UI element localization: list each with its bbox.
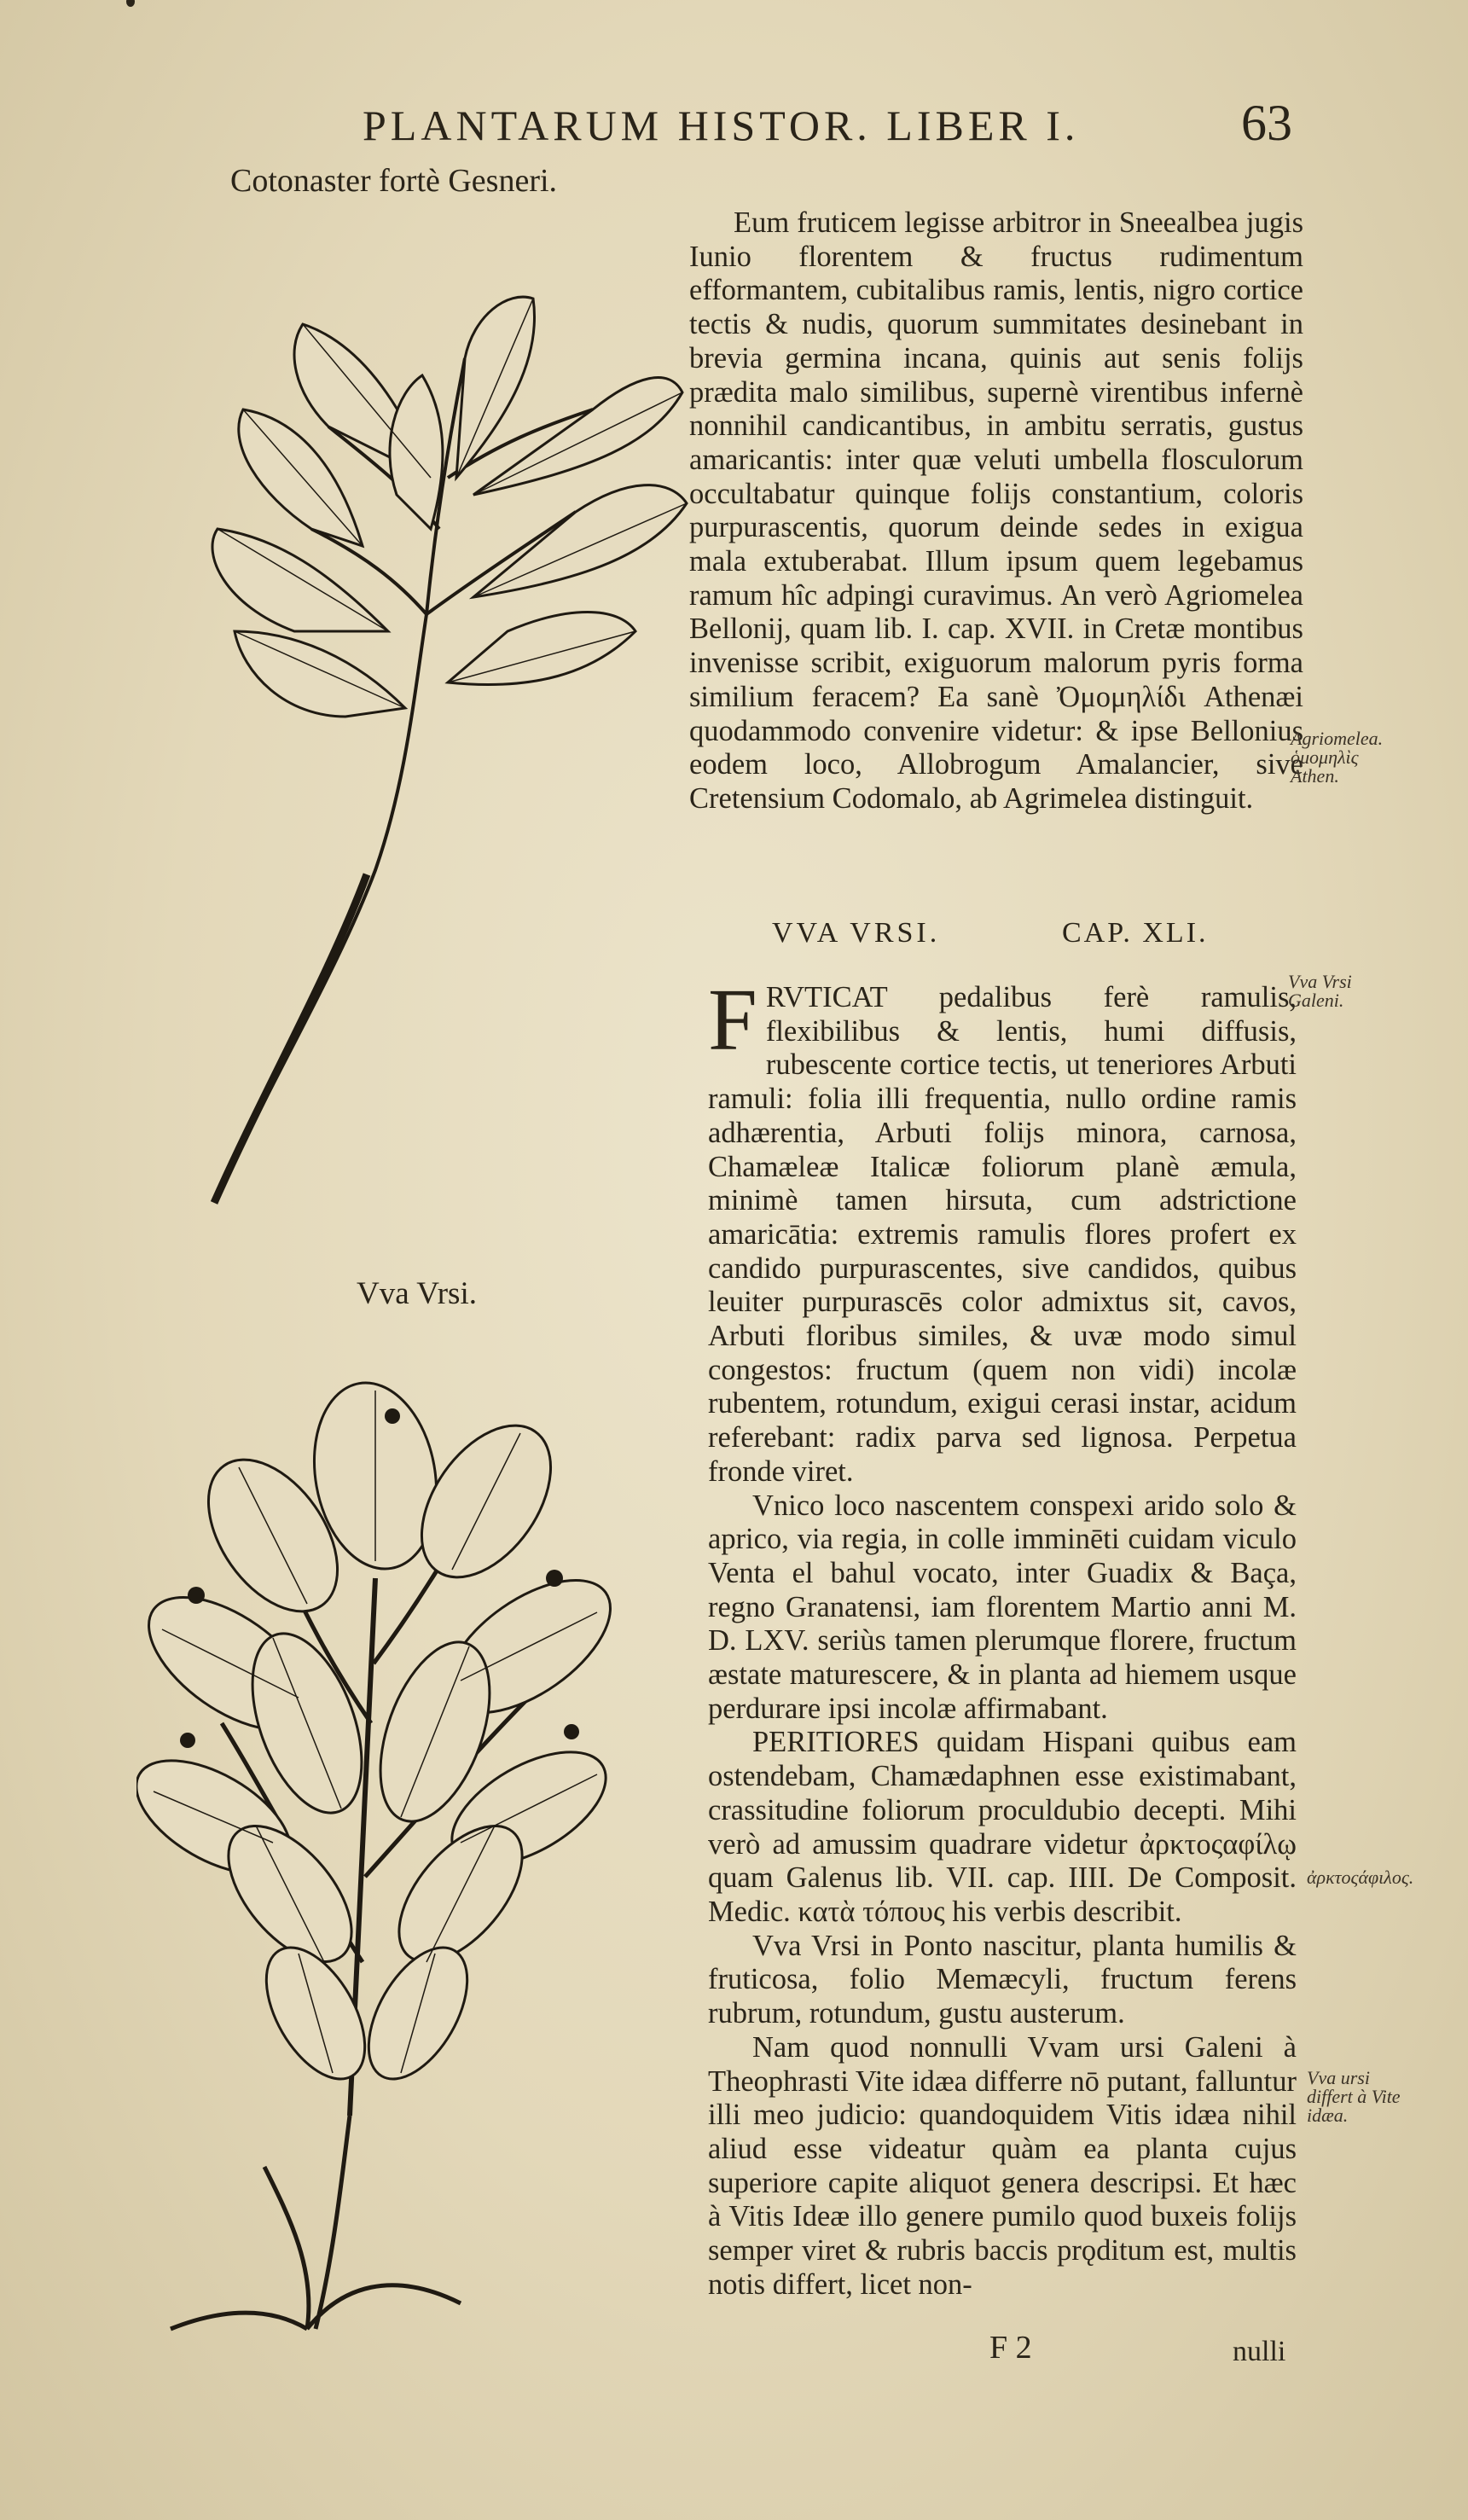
figure2-caption: Vva Vrsi. <box>357 1276 477 1311</box>
section2-paragraph: Vva Vrsi in Ponto nascitur, planta humilis & fruticosa, folio Memæcyli, fructum ferens rubrum, rotundum, gustu austerum. <box>708 1929 1297 2030</box>
catchword: nulli <box>1233 2336 1286 2367</box>
section2-paragraph: RVTICAT pedalibus ferè ramulis, flexibilibus & lentis, humi diffusis, rubescente cortice tectis, ut teneriores Arbuti ramuli: folia illi frequentia, nullo ordine ramis adhærentia, Arbuti folijs minora, carnosa, Chamæleæ Italicæ foliorum planè æmula, minimè tamen hirsuta, cum adstrictione amaricātia: extremis ramulis flores profert ex candido purpurascentes, sive candidos, quibus leuiter purpurascēs color admixtus sit, cavos, Arbuti floribus similes, & uvæ modo simul congestos: fructum (quem non vidi) incolæ rubentem, rotundum, exigui cerasi instar, acidum referebant: radix parva sed lignosa. Perpetua fronde viret. <box>708 981 1297 1488</box>
margin-note-vva-differt: Vva ursi differt à Vite idæa. <box>1307 2067 1401 2126</box>
section2-paragraph: PERITIORES quidam Hispani quibus eam ostendebam, Chamædaphnen esse existimabant, crassitudine foliorum proculdubio decepti. Mihi verò ad amussim quadrare videtur ἀρκτοςαφίλῳ quam Galenus lib. VII. cap. IIII. De Composit. Medic. κατὰ τόπους his verbis describit. <box>708 1726 1297 1928</box>
ink-mark <box>126 0 135 7</box>
page-header <box>363 95 1292 160</box>
drop-cap: F <box>708 971 757 1069</box>
margin-note-vva-galeni: Vva Vrsi Galeni. <box>1288 971 1352 1011</box>
margin-note-agriomelea: Agriomelea. ὁμομηλὶς Athen. <box>1291 728 1384 787</box>
section2-paragraph: Nam quod nonnulli Vvam ursi Galeni à Theophrasti Vite idæa differre nō putant, falluntur illi meo judicio: quandoquidem Vitis idæa nihil aliud esse videatur quàm ea planta cujus superiore capite aliquot genera descripsi. Et hæc à Vitis Ideæ illo genere pumilo quod buxeis folijs semper viret & rubris baccis prǫditum est, multis notis differt, licet non- <box>708 2030 1297 2301</box>
uva-ursi-woodcut <box>136 1365 631 2346</box>
section2-chapter: CAP. XLI. <box>1062 917 1209 949</box>
section1-paragraph: Eum fruticem legisse arbitror in Sneealbea jugis Iunio florentem & fructus rudimentum efformantem, cubitalibus ramis, lentis, nigro cortice tectis & nudis, quorum summitates desinebant in brevia germina incana, quinis aut senis folijs prædita malo similibus, supernè virentibus infernè nonnihil candicantibus, in ambitu serratis, gustus amaricantis: inter quæ veluti umbella flosculorum occultabatur quinque folijs constantium, coloris purpurascentis, quorum deinde sedes in exigua mala extuberabat. Illum ipsum quem legebamus ramum hîc adpingi curavimus. An verò Agriomelea Bellonij, quam lib. I. cap. XVII. in Cretæ montibus invenisse scribit, exiguorum malorum pyris forma similium feracem? Ea sanè Ὀμομηλίδι Athenæi quodammodo convenire videtur: & ipse Bellonius eodem loco, Allobrogum Amalancier, sive Cretensium Codomalo, ab Agrimelea distinguit. <box>689 206 1303 815</box>
section1-text <box>689 206 1303 816</box>
section2-paragraph: Vnico loco nascentem conspexi arido solo & aprico, via regia, in colle imminēti cuidam viculo Venta el bahul vocato, inter Guadix & Baça, regno Granatensi, iam florentem Martio anni M. D. LXV. seriùs tamen plerumque florere, fructum æstate maturescere, & in planta ad hiemem usque perdurare ipsi incolæ affirmabant. <box>708 1489 1297 1725</box>
margin-note-arctostaphylos: ἀρκτοςάφιλος. <box>1307 1867 1414 1888</box>
page-number: 63 <box>1241 95 1292 151</box>
section2-text <box>708 971 1297 2302</box>
figure1-caption: Cotonaster fortè Gesneri. <box>230 163 558 199</box>
cotonaster-woodcut <box>192 273 704 1220</box>
signature-mark: F 2 <box>989 2330 1032 2366</box>
section2-title: VVA VRSI. <box>772 917 941 949</box>
running-head: PLANTARUM HISTOR. LIBER I. <box>363 102 1080 149</box>
